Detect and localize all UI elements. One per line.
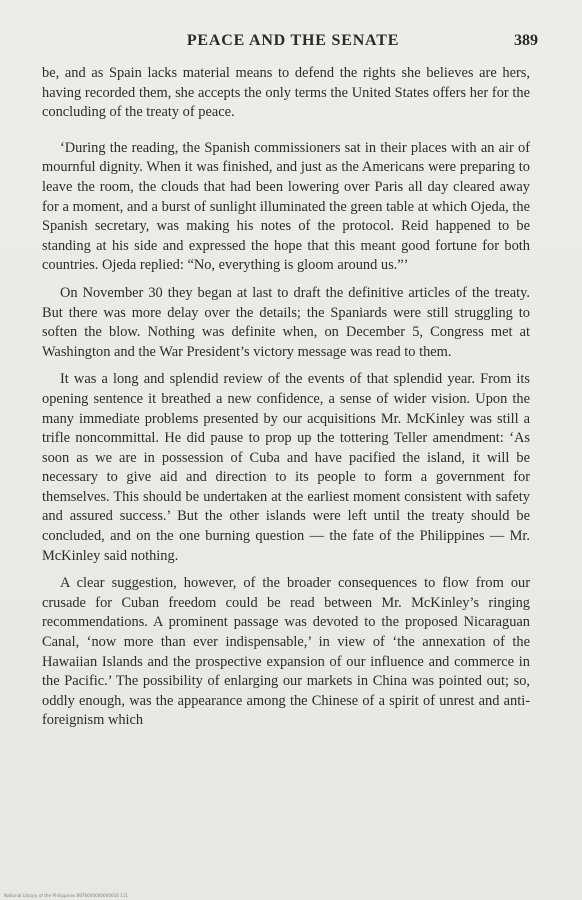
running-title: PEACE AND THE SENATE <box>186 32 400 49</box>
paragraph-suggestion: A clear suggestion, however, of the broader consequences to flow from our crusade for Cuban freedom could be read between Mr. McKinley’s ringing recommendations. A prominent passage was devoted to the proposed Nicaraguan Canal, ‘now more than ever indispensable,’ in view of ‘the annexation of the Hawaiian Islands and the prospective expansion of our influence and commerce in the Pacific.’ The possibility of enlarging our markets in China was pointed out; so, oddly enough, was the appearance among the Chinese of a spirit of unrest and anti-foreignism which <box>42 575 530 729</box>
paragraph-continuation: be, and as Spain lacks material means to defend the rights she believes are hers, having recorded them, she accepts the only terms the United States offers her for the concluding of the treaty of peace. <box>42 65 530 121</box>
running-head <box>48 32 538 54</box>
library-stamp: National Library of the Philippines 8976000000000016 111 <box>4 893 129 898</box>
paragraph-quotation: ‘During the reading, the Spanish commissioners sat in their places with an air of mournful dignity. When it was finished, and just as the Americans were preparing to leave the room, the clouds that had been lowering over Paris all day cleared away for a moment, and a burst of sunlight illuminated the green table at which Ojeda, the Spanish secretary, was making his notes of the protocol. Reid happened to be standing at his side and expressed the hope that this meant good fortune for both countries. Ojeda replied: “No, everything is gloom around us.”’ <box>42 139 530 274</box>
page-number: 389 <box>514 32 538 49</box>
paragraph-november: On November 30 they began at last to draft the definitive articles of the treaty. But there was more delay over the details; the Spaniards were still struggling to soften the blow. Nothing was definite when, on December 5, Congress met at Washington and the War President’s victory message was read to them. <box>42 284 530 360</box>
paragraph-review: It was a long and splendid review of the events of that splendid year. From its opening sentence it breathed a new confidence, a sense of wider vision. Upon the many immediate problems presented by our acquisitions Mr. McKinley was still a trifle noncommittal. He did pause to prop up the tottering Teller amendment: ‘As soon as we are in possession of Cuba and have pacified the island, it will be necessary to give aid and direction to its people to form a government for themselves. This should be undertaken at the earliest moment consistent with safety and assured success.’ But the other islands were left until the treaty should be concluded, and on the one burning question — the fate of the Philippines — Mr. McKinley said nothing. <box>42 371 530 564</box>
body-text <box>42 64 530 739</box>
